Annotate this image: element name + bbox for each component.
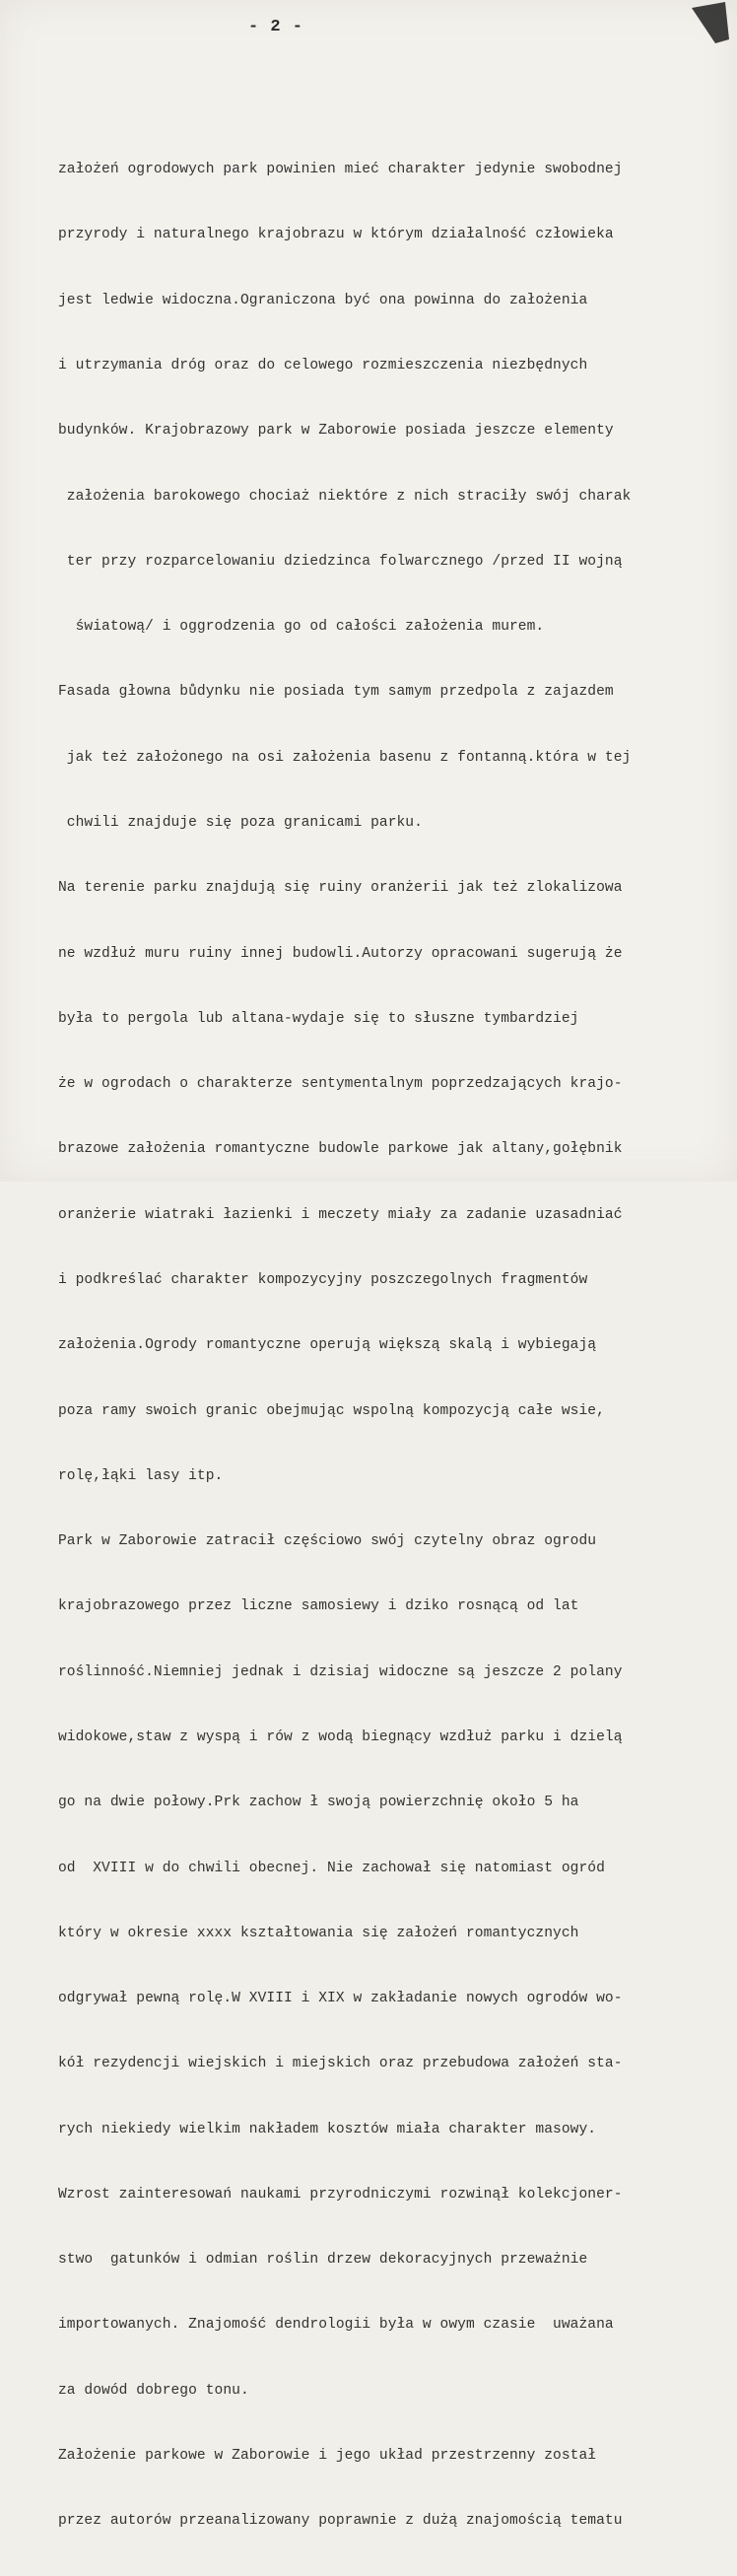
text-line: przez autorów przeanalizowany poprawnie z dużą znajomością tematu [58,2513,623,2530]
text-line: rolę,łąki lasy itp. [58,1467,224,1484]
text-line: poza ramy swoich granic obejmując wspolną kompozycją całe wsie, [58,1402,605,1419]
text-line: była to pergola lub altana-wydaje się to słuszne tymbardziej [58,1010,579,1027]
text-line: i utrzymania dróg oraz do celowego rozmieszczenia niezbędnych [58,358,588,374]
text-line: jak też założonego na osi założenia basenu z fontanną.która w tej [58,749,632,766]
text-line: rych niekiedy wielkim nakładem kosztów miała charakter masowy. [58,2121,597,2137]
text-line: przyrody i naturalnego krajobrazu w którym działalność człowieka [58,227,614,243]
text-line: roślinność.Niemniej jednak i dzisiaj widoczne są jeszcze 2 polany [58,1663,623,1680]
text-line: założenia.Ogrody romantyczne operują większą skalą i wybiegają [58,1337,597,1354]
text-line: Park w Zaborowie zatracił częściowo swój czytelny obraz ogrodu [58,1533,597,1550]
text-line: ter przy rozparcelowaniu dziedzinca folwarcznego /przed II wojną [58,553,623,570]
text-line: za dowód dobrego tonu. [58,2382,249,2399]
text-line: brazowe założenia romantyczne budowle parkowe jak altany,gołębnik [58,1141,623,1158]
text-line: odgrywał pewną rolę.W XVIII i XIX w zakładanie nowych ogrodów wo- [58,1991,623,2007]
text-line: założenia barokowego chociaż niektóre z nich straciły swój charak [58,488,632,505]
page-number: - 2 - [247,18,303,36]
text-line: kół rezydencji wiejskich i miejskich oraz przebudowa założeń sta- [58,2056,623,2072]
text-line: importowanych. Znajomość dendrologii była w owym czasie uważana [58,2317,614,2334]
text-line: jest ledwie widoczna.Ograniczona być ona powinna do założenia [58,292,588,308]
text-line: że w ogrodach o charakterze sentymentalnym poprzedzających krajo- [58,1076,623,1093]
text-line: oranżerie wiatraki łazienki i meczety miały za zadanie uzasadniać [58,1206,623,1223]
text-line: Na terenie parku znajdują się ruiny oranżerii jak też zlokalizowa [58,880,623,897]
text-line: ne wzdłuż muru ruiny innej budowli.Autorzy opracowani sugerują że [58,945,623,962]
ink-stain-mark [686,0,731,45]
text-line: go na dwie połowy.Prk zachow ł swoją powierzchnię około 5 ha [58,1795,579,1811]
text-line: światową/ i oggrodzenia go od całości założenia murem. [58,619,545,636]
text-line: Wzrost zainteresowań naukami przyrodniczymi rozwinął kolekcjoner- [58,2186,623,2203]
text-line: który w okresie xxxx kształtowania się założeń romantycznych [58,1925,579,1941]
text-line: Fasada głowna bůdynku nie posiada tym samym przedpola z zajazdem [58,684,614,701]
text-line: widokowe,staw z wyspą i rów z wodą biegnący wzdłuż parku i dzielą [58,1729,623,1745]
text-line: od XVIII w do chwili obecnej. Nie zachował się natomiast ogród [58,1860,605,1876]
text-line: Założenie parkowe w Zaborowie i jego układ przestrzenny został [58,2448,597,2465]
text-line: chwili znajduje się poza granicami parku. [58,815,423,831]
text-line: i podkreślać charakter kompozycyjny poszczegolnych fragmentów [58,1271,588,1288]
text-line: stwo gatunków i odmian roślin drzew dekoracyjnych przeważnie [58,2252,588,2269]
text-line: krajobrazowego przez liczne samosiewy i dziko rosnącą od lat [58,1598,579,1615]
text-line: założeń ogrodowych park powinien mieć charakter jedynie swobodnej [58,162,623,178]
typed-text-block [58,115,728,2576]
text-line: budynków. Krajobrazowy park w Zaborowie posiada jeszcze elementy [58,423,614,440]
